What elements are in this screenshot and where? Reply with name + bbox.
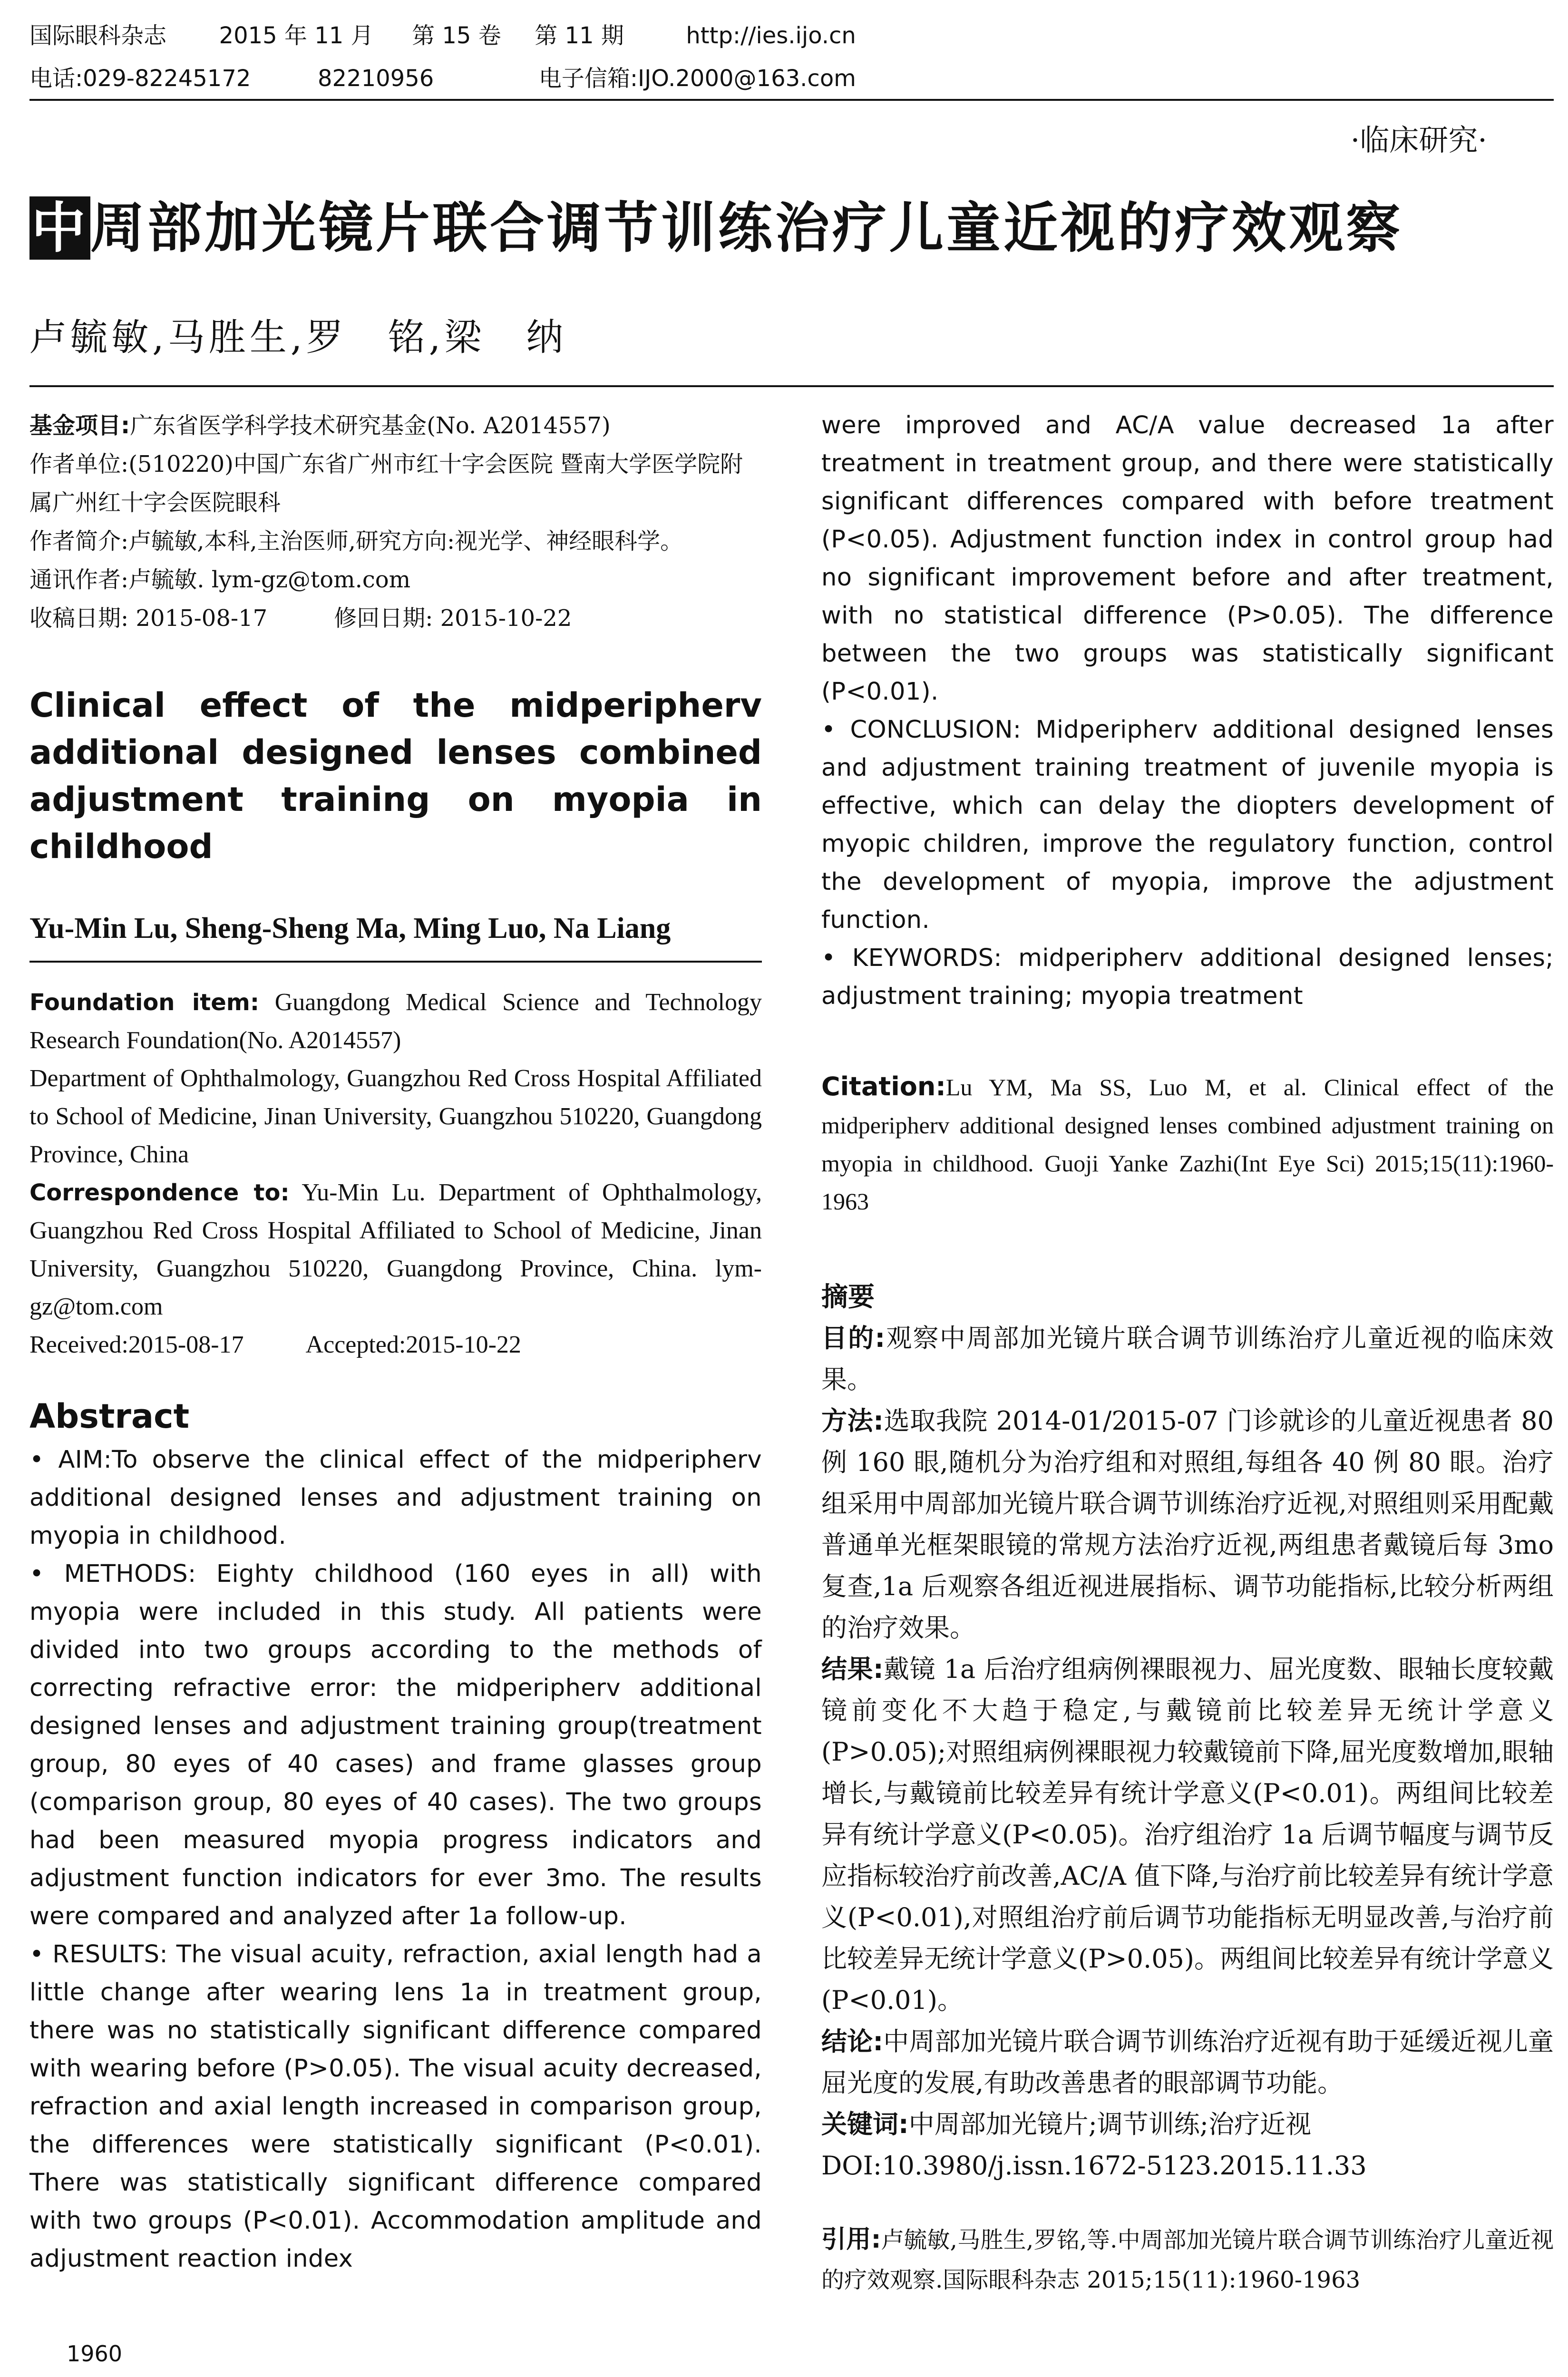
email[interactable]: 电子信箱:IJO.2000@163.com [538,65,856,92]
section-label: ·临床研究· [1350,123,1487,157]
abstract-aim: • AIM:To observe the clinical effect of the midperipherv additional designed lenses and adjustment training on myopia in childhood. [29,1446,762,1550]
english-title: Clinical effect of the midperipherv additional designed lenses combined adjustment training on myopia in childhood [29,686,762,866]
right-column [821,407,1554,2300]
bio-cn: 作者简介:卢毓敏,本科,主治医师,研究方向:视光学、神经眼科学。 [29,528,683,555]
title-first-char: 中 [29,196,90,260]
title-rest: 周部加光镜片联合调节训练治疗儿童近视的疗效观察 [90,196,1403,260]
abstract-methods: • METHODS: Eighty childhood (160 eyes in all) with myopia were included in this study. All patients were divided into two groups according to the methods of correcting refractive error: the midperipherv additional designed lenses and adjustment training group(treatment group, 80 eyes of 40 cases) and frame glasses group (comparison group, 80 eyes of 40 cases). The two groups had been measured myopia progress indicators and adjustment function indicators for ever 3mo. The results were compared and analyzed after 1a follow-up. [29,1560,762,1930]
article-title [29,193,1551,264]
authors-cn: 卢毓敏,马胜生,罗 铭,梁 纳 [29,316,567,359]
left-column [29,407,762,2278]
cn-result: 结果:戴镜 1a 后治疗组病例裸眼视力、屈光度数、眼轴长度较戴镜前变化不大趋于稳定,与戴镜前比较差异无统计学意义(P>0.05);对照组病例裸眼视力较戴镜前下降,屈光度数增加,眼轴增长,与戴镜前比较差异有统计学意义(P<0.01)。两组间比较差异有统计学意义(P<0.05)。治疗组治疗 1a 后调节幅度与调节反应指标较治疗前改善,AC/A 值下降,与治疗前比较差异有统计学意义(P<0.01),对照组治疗前后调节功能指标无明显改善,与治疗前比较差异无统计学意义(P>0.05)。两组间比较差异有统计学意义(P<0.01)。 [821,1654,1554,2015]
citation-cn: 引用:卢毓敏,马胜生,罗铭,等.中周部加光镜片联合调节训练治疗儿童近视的疗效观察.国际眼科杂志 2015;15(11):1960-1963 [821,2225,1554,2293]
foundation-en: Foundation item: Guangdong Medical Science and Technology Research Foundation(No. A2014557) [29,989,762,1054]
doi[interactable]: DOI:10.3980/j.issn.1672-5123.2015.11.33 [821,2151,1367,2181]
issue-date: 2015 年 11 月 [219,22,374,49]
english-authors: Yu-Min Lu, Sheng-Sheng Ma, Ming Luo, Na Liang [29,912,671,945]
journal-header-line1 [29,21,856,50]
phone: 电话:029-82245172 [29,65,251,92]
cn-method: 方法:选取我院 2014-01/2015-07 门诊就诊的儿童近视患者 80 例 160 眼,随机分为治疗组和对照组,每组各 40 例 80 眼。治疗组采用中周部加光镜片联合调节训练治疗近视,对照组则采用配戴普通单光框架眼镜的常规方法治疗近视,两组患者戴镜后每 3mo 复查,1a 后观察各组近视进展指标、调节功能指标,比较分析两组的治疗效果。 [821,1406,1554,1643]
title-rule [29,385,1554,387]
correspondence-en: Correspondence to: Yu-Min Lu. Department of Ophthalmology, Guangzhou Red Cross Hospital Affiliated to School of Medicine, Jinan University, Guangzhou 510220, Guangdong Province, China. lym-gz@tom.com [29,1179,762,1320]
journal-url[interactable]: http://ies.ijo.cn [686,22,856,49]
journal-header-line2 [29,64,856,93]
citation-en: Citation:Lu YM, Ma SS, Luo M, et al. Clinical effect of the midperipherv additional designed lenses combined adjustment training on myopia in childhood. Guoji Yanke Zazhi(Int Eye Sci) 2015;15(11):1960-1963 [821,1072,1554,1215]
unit-cn: 作者单位:(510220)中国广东省广州市红十字会医院 暨南大学医学院附属广州红十字会医院眼科 [29,451,743,516]
corr-cn: 通讯作者:卢毓敏. lym-gz@tom.com [29,566,411,593]
header-rule [29,99,1554,101]
issue: 第 11 期 [535,22,624,49]
abstract-conclusion: • CONCLUSION: Midperipherv additional designed lenses and adjustment training treatment of juvenile myopia is effective, which can delay the diopters development of myopic children, improve the regulatory function, control the development of myopia, improve the adjustment function. [821,716,1554,934]
cn-conclusion: 结论:中周部加光镜片联合调节训练治疗近视有助于延缓近视儿童屈光度的发展,有助改善患者的眼部调节功能。 [821,2026,1554,2098]
page-number: 1960 [67,2341,123,2367]
abstract-results-part1: • RESULTS: The visual acuity, refraction, axial length had a little change after wearing lens 1a in treatment group, there was no statistically significant difference compared with wearing before (P>0.05). The visual acuity decreased, refraction and axial length increased in comparison group, the differences were statistically significant (P<0.01). There was statistically significant difference compared with two groups (P<0.01). Accommodation amplitude and adjustment reaction index [29,1940,762,2273]
fund-cn: 基金项目:广东省医学科学技术研究基金(No. A2014557) [29,412,611,439]
cn-purpose: 目的:观察中周部加光镜片联合调节训练治疗儿童近视的临床效果。 [821,1323,1554,1394]
dates-cn: 收稿日期: 2015-08-17 修回日期: 2015-10-22 [29,605,572,632]
dates-en: Received:2015-08-17 Accepted:2015-10-22 [29,1331,521,1358]
department-en: Department of Ophthalmology, Guangzhou Red Cross Hospital Affiliated to School of Medicine, Jinan University, Guangzhou 510220, Guangdong Province, China [29,1065,762,1168]
volume: 第 15 卷 [412,22,501,49]
abstract-heading: Abstract [29,1397,190,1436]
cn-keywords: 关键词:中周部加光镜片;调节训练;治疗近视 [821,2109,1311,2139]
cn-abstract-heading: 摘要 [821,1282,875,1313]
abstract-keywords: • KEYWORDS: midperipherv additional designed lenses; adjustment training; myopia treatment [821,944,1554,1010]
phone2: 82210956 [317,65,434,92]
abstract-results-part2: were improved and AC/A value decreased 1a after treatment in treatment group, and there were statistically significant differences compared with before treatment (P<0.05). Adjustment function index in control group had no significant improvement before and after treatment, with no statistical difference (P>0.05). The difference between the two groups was statistically significant (P<0.01). [821,411,1554,706]
journal-name: 国际眼科杂志 [29,22,167,49]
